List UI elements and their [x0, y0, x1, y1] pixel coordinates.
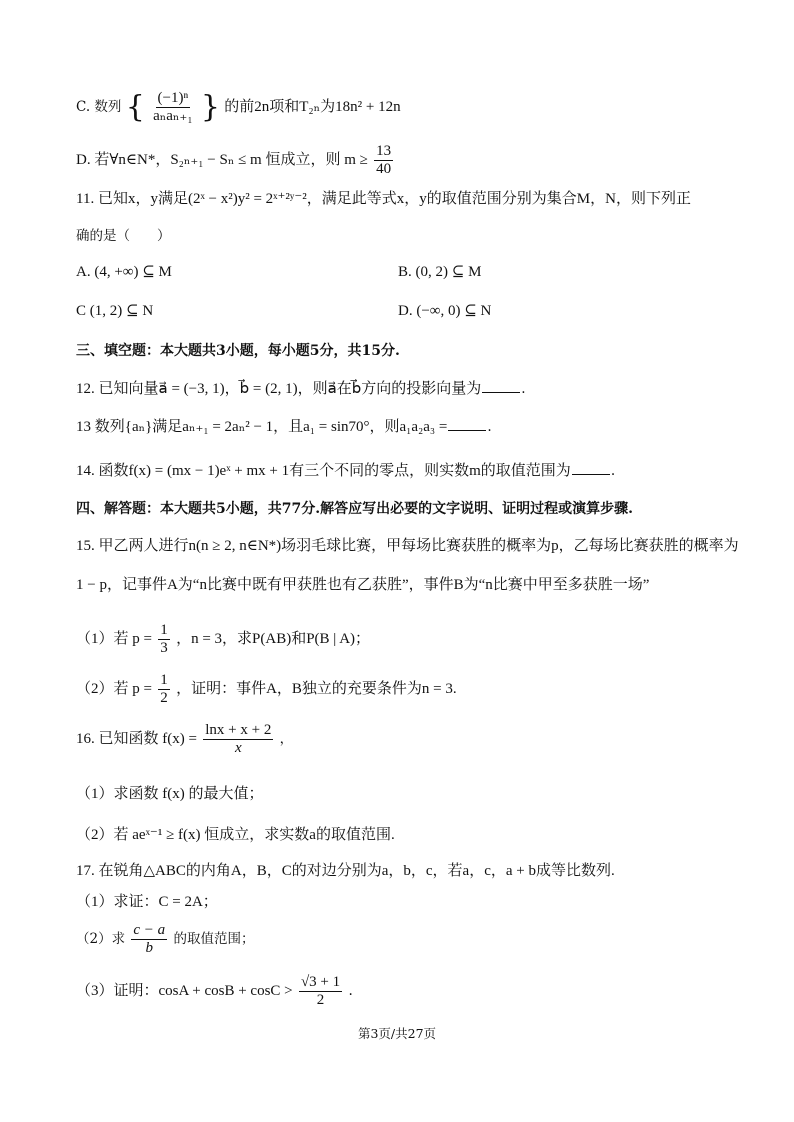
q15-part1-pre: （1）若 p =	[76, 631, 152, 647]
q11-option-c: C (1, 2) ⊆ N	[76, 303, 154, 319]
section4-heading: 四、解答题：本大题共5小题，共77分.解答应写出必要的文字说明、证明过程或演算步骤.	[76, 501, 633, 517]
option-10c-fraction	[151, 90, 194, 125]
fraction-numerator: lnx + x + 2	[205, 722, 272, 738]
q15-line2: 1 − p，记事件A为“n比赛中既有甲获胜也有乙获胜”，事件B为“n比赛中甲至多获胜一场”	[76, 577, 650, 593]
q16-pre: 16. 已知函数 f(x) =	[76, 731, 197, 747]
q13-text: 13 数列{aₙ}满足aₙ₊₁ = 2aₙ² − 1，且a₁ = sin70°，则a₁a₂a₃ =	[76, 419, 448, 435]
q17-part3	[76, 974, 353, 1009]
q12-tail: .	[521, 381, 526, 397]
option-10d-fraction	[374, 143, 393, 178]
fraction-numerator: 1	[160, 622, 168, 638]
q16-fraction	[203, 722, 273, 757]
fraction-numerator: √3 + 1	[300, 974, 341, 990]
fraction-denominator: aₙaₙ₊₁	[153, 108, 193, 124]
q15-part2-pre: （2）若 p =	[76, 681, 152, 697]
option-10c-label: C. 数列	[76, 99, 122, 115]
fraction-denominator: 40	[376, 161, 392, 177]
q17-part1: （1）求证：C = 2A；	[76, 894, 218, 910]
option-10c	[76, 90, 401, 125]
answer-blank[interactable]	[572, 462, 610, 475]
q16-stem	[76, 722, 293, 757]
q11-line1: 11. 已知x，y满足(2ˣ − x²)y² = 2ˣ⁺²ʸ⁻²，满足此等式x，y的取值范围分别为集合M，N，则下列正	[76, 191, 691, 207]
q14-text: 14. 函数f(x) = (mx − 1)eˣ + mx + 1有三个不同的零点，则实数m的取值范围为	[76, 463, 571, 479]
q14	[76, 462, 615, 480]
q17-part3-pre: （3）证明：cosA + cosB + cosC >	[76, 983, 293, 999]
q17-part2	[76, 922, 254, 957]
q11-option-a: A. (4, +∞) ⊆ M	[76, 264, 172, 280]
q17-line1: 17. 在锐角△ABC的内角A，B，C的对边分别为a，b，c，若a，c，a + b成等比数列.	[76, 863, 615, 879]
page-footer: 第3页/共27页	[357, 1026, 437, 1041]
left-brace: {	[125, 89, 145, 125]
q14-tail: .	[610, 463, 616, 479]
q13-tail: .	[487, 419, 492, 435]
q12	[76, 380, 526, 398]
q13	[76, 418, 492, 436]
q15-line1: 15. 甲乙两人进行n(n ≥ 2, n∈N*)场羽毛球比赛，甲每场比赛获胜的概率为p，乙每场比赛获胜的概率为	[76, 538, 739, 554]
q17-part2-fraction	[131, 922, 167, 957]
q12-text: 12. 已知向量a⃗ = (−3, 1)，b⃗ = (2, 1)，则a⃗在b⃗方向的投影向量为	[76, 381, 482, 397]
q15-part2-fraction	[158, 672, 170, 707]
q17-part3-fraction	[299, 974, 342, 1009]
q17-part3-post: .	[348, 983, 353, 999]
section3-heading: 三、填空题：本大题共3小题，每小题5分，共15分.	[76, 343, 400, 359]
option-10d-label: D. 若∀n∈N*，S₂ₙ₊₁ − Sₙ ≤ m 恒成立，则 m ≥	[76, 152, 368, 168]
q16-part1: （1）求函数 f(x) 的最大值；	[76, 786, 264, 802]
fraction-denominator: 3	[160, 640, 168, 656]
q11-option-d: D. (−∞, 0) ⊆ N	[398, 303, 492, 319]
q17-part2-pre: （2）求	[76, 931, 126, 947]
fraction-numerator: (−1)ⁿ	[157, 90, 189, 106]
option-10c-text: 的前2n项和T₂ₙ为18n² + 12n	[224, 99, 401, 115]
answer-blank[interactable]	[482, 380, 520, 393]
fraction-numerator: c − a	[133, 922, 166, 938]
answer-blank[interactable]	[448, 418, 486, 431]
fraction-numerator: 1	[160, 672, 168, 688]
fraction-denominator: b	[145, 940, 154, 956]
right-brace: }	[200, 89, 220, 125]
q15-part2-post: ，证明：事件A，B独立的充要条件为n = 3.	[176, 681, 457, 697]
q15-part2	[76, 672, 457, 707]
q17-part2-post: 的取值范围；	[173, 931, 255, 947]
option-10d	[76, 143, 395, 178]
q11-line2: 确的是（ ）	[76, 228, 171, 244]
q16-post: ，	[279, 731, 294, 747]
fraction-denominator: 2	[160, 690, 168, 706]
fraction-denominator: 2	[316, 992, 325, 1008]
fraction-numerator: 13	[376, 143, 392, 159]
q15-part1-fraction	[158, 622, 170, 657]
fraction-denominator: x	[234, 740, 242, 756]
q11-option-b: B. (0, 2) ⊆ M	[398, 264, 482, 280]
q16-part2: （2）若 aeˣ⁻¹ ≥ f(x) 恒成立，求实数a的取值范围.	[76, 827, 395, 843]
q15-part1-post: ，n = 3，求P(AB)和P(B | A)；	[176, 631, 371, 647]
q15-part1	[76, 622, 370, 657]
